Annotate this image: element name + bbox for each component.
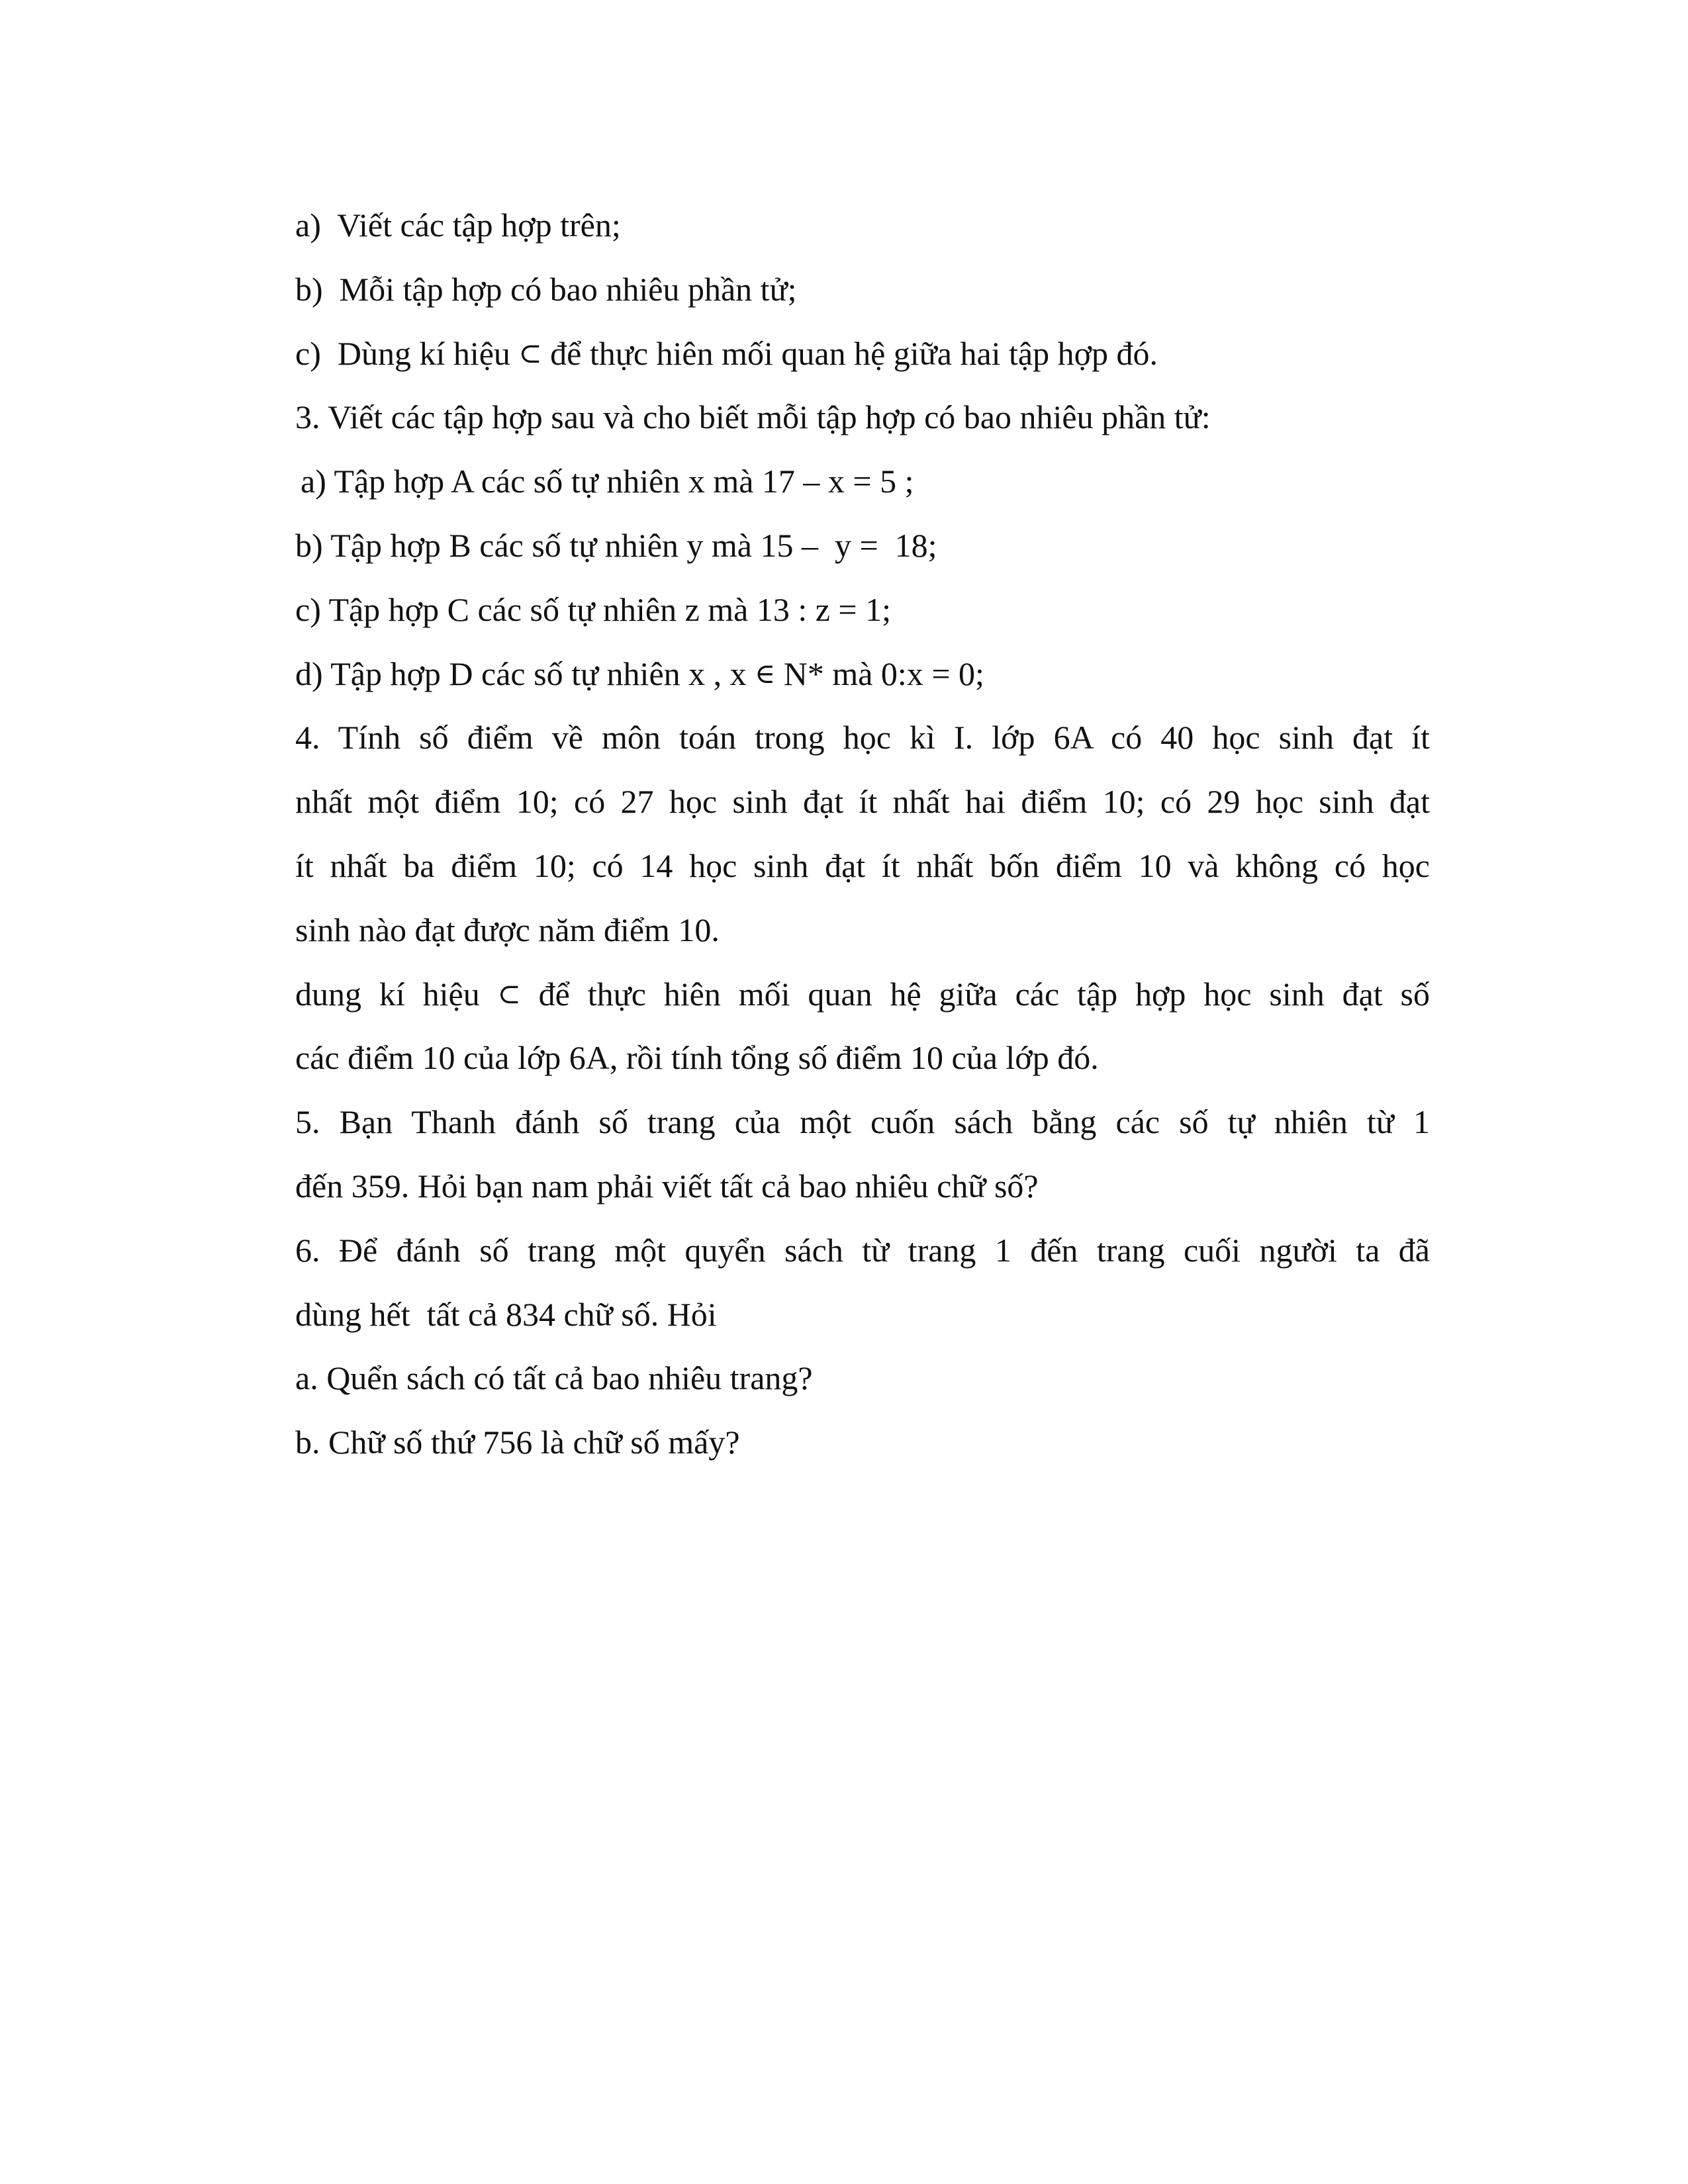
question-6-line-1: 6. Để đánh số trang một quyển sách từ trang 1 đến trang cuối người ta đã (295, 1231, 1430, 1269)
question-4-line-1: 4. Tính số điểm về môn toán trong học kì I. lớp 6A có 40 học sinh đạt ít (295, 719, 1430, 756)
question-4-instruction (295, 962, 1430, 1026)
question-4-line-2: nhất một điểm 10; có 27 học sinh đạt ít nhất hai điểm 10; có 29 học sinh đạt (295, 783, 1430, 821)
subset-symbol: ⊂ (518, 338, 542, 369)
subset-symbol: ⊂ (497, 979, 521, 1010)
question-4-instruction-end: các điểm 10 của lớp 6A, rồi tính tổng số điểm 10 của lớp đó. (295, 1039, 1099, 1077)
question-2-part-c-text: c) Dùng kí hiệu (295, 334, 519, 372)
question-3-part-d-text: d) Tập hợp D các số tự nhiên x , x (295, 655, 755, 692)
question-3-part-d-text-end: N* mà 0:x = 0; (775, 655, 984, 692)
question-6-part-a: a. Quển sách có tất cả bao nhiêu trang? (295, 1359, 813, 1397)
document-body (295, 193, 1430, 1475)
question-4-line-3: ít nhất ba điểm 10; có 14 học sinh đạt ít nhất bốn điểm 10 và không có học (295, 846, 1430, 884)
question-3-heading: 3. Viết các tập hợp sau và cho biết mỗi tập hợp có bao nhiêu phần tử: (295, 398, 1211, 436)
question-2-part-c (295, 322, 1430, 386)
question-2-part-a: a) Viết các tập hợp trên; (295, 206, 621, 244)
question-2-part-c-text-end: để thực hiên mối quan hệ giữa hai tập hợp đó. (541, 334, 1158, 372)
question-6-line-2: dùng hết tất cả 834 chữ số. Hỏi (295, 1295, 717, 1333)
question-3-part-a: a) Tập hợp A các số tự nhiên x mà 17 – x = 5 ; (301, 463, 914, 500)
question-4-instruction-text: dung kí hiệu (295, 975, 498, 1013)
question-4-instruction-text-end: để thực hiên mối quan hệ giữa các tập hợp học sinh đạt số (520, 975, 1430, 1013)
question-3-part-c: c) Tập hợp C các số tự nhiên z mà 13 : z = 1; (295, 590, 892, 628)
element-of-symbol: ∈ (755, 659, 776, 690)
question-6-part-b: b. Chữ số thứ 756 là chữ số mấy? (295, 1424, 740, 1461)
question-3-part-d (295, 642, 1430, 706)
question-5-line-2: đến 359. Hỏi bạn nam phải viết tất cả bao nhiêu chữ số? (295, 1167, 1039, 1205)
question-3-part-b: b) Tập hợp B các số tự nhiên y mà 15 – y = 18; (295, 526, 937, 564)
question-2-part-b: b) Mỗi tập hợp có bao nhiêu phần tử; (295, 270, 797, 308)
question-5-line-1: 5. Bạn Thanh đánh số trang của một cuốn sách bằng các số tự nhiên từ 1 (295, 1103, 1430, 1141)
question-4-line-4: sinh nào đạt được năm điểm 10. (295, 911, 720, 948)
